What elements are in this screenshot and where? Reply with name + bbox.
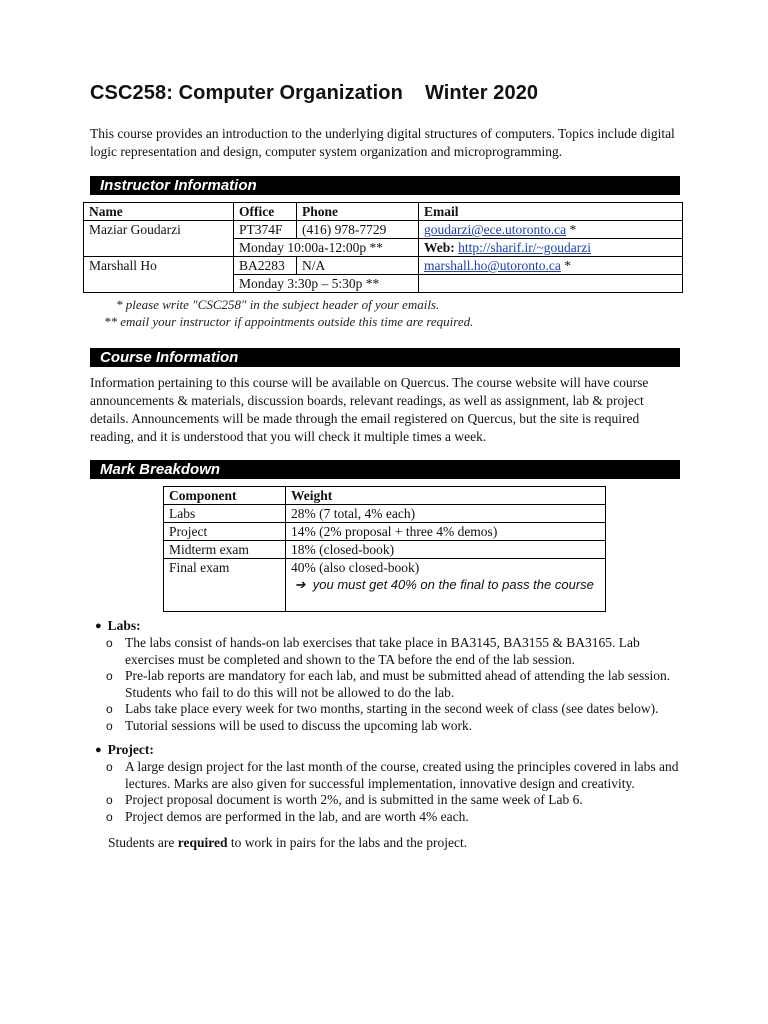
component-cell: Labs: [164, 505, 286, 523]
list-item: o Pre-lab reports are mandatory for each lab, and must be submitted ahead of attending the lab session. Students who fail to do this will not be allowed to do the lab.: [106, 668, 671, 700]
page-title: [90, 82, 538, 105]
instructor-phone: (416) 978-7729: [297, 221, 419, 239]
course-term: Winter 2020: [424, 82, 539, 104]
list-item: o Labs take place every week for two months, starting in the second week of class (see dates below).: [106, 701, 659, 717]
email-mark: *: [566, 222, 577, 237]
table-row: [164, 505, 606, 523]
ta-name: Marshall Ho: [84, 257, 234, 293]
instructor-web-cell: [419, 239, 683, 257]
table-row: [164, 523, 606, 541]
col-phone: Phone: [297, 203, 419, 221]
labs-heading: ● Labs:: [95, 618, 141, 633]
weight-cell: 28% (7 total, 4% each): [286, 505, 606, 523]
project-heading: ● Project:: [95, 742, 154, 757]
office-hours: Monday 3:30p – 5:30p **: [234, 275, 419, 293]
list-item: o Tutorial sessions will be used to discuss the upcoming lab work.: [106, 717, 473, 733]
appointment-note: ** email your instructor if appointments outside this time are required.: [104, 314, 474, 329]
email-note: * please write "CSC258" in the subject header of your emails.: [116, 297, 440, 312]
empty-cell: [419, 275, 683, 293]
table-row: [164, 541, 606, 559]
list-item: o Project proposal document is worth 2%, and is submitted in the same week of Lab 6.: [106, 792, 583, 808]
course-title: CSC258: Computer Organization: [90, 82, 403, 104]
instructor-heading: Instructor Information: [90, 176, 680, 195]
ta-phone: N/A: [297, 257, 419, 275]
circle-bullet-icon: o: [106, 669, 113, 684]
col-component: Component: [164, 487, 286, 505]
list-item: o A large design project for the last month of the course, created using the principles covered in labs and lectures. Marks are also given for successful implementation, innovative design and creativity.: [106, 759, 679, 791]
list-item: o Project demos are performed in the lab, and are worth 4% each.: [106, 808, 469, 824]
weight-cell: 14% (2% proposal + three 4% demos): [286, 523, 606, 541]
mark-table: [163, 486, 606, 612]
course-info-paragraph: Information pertaining to this course will be available on Quercus. The course website will have course announcements & materials, discussion boards, relevant readings, as well as assignment, lab & project details. Announcements will be made through the email registered on Quercus, but the site is required reading, and it is understood that you will check it multiple times a week.: [90, 375, 649, 444]
mark-breakdown-heading: Mark Breakdown: [90, 460, 680, 479]
table-row: [84, 257, 683, 275]
email-mark: *: [560, 258, 572, 273]
circle-bullet-icon: o: [106, 702, 113, 717]
labs-list: [106, 635, 681, 735]
weight-cell: [286, 559, 606, 612]
arrow-icon: ➔: [294, 577, 306, 592]
instructor-table: [83, 202, 683, 293]
circle-bullet-icon: o: [106, 718, 113, 733]
required-emphasis: required: [177, 835, 228, 850]
list-item: o The labs consist of hands-on lab exercises that take place in BA3145, BA3155 & BA3165. Lab exercises must be completed and shown to the TA before the end of the lab session.: [106, 635, 640, 667]
final-note: ➔ you must get 40% on the final to pass the course: [294, 577, 594, 592]
table-row: [164, 559, 606, 612]
table-header-row: [84, 203, 683, 221]
col-office: Office: [234, 203, 297, 221]
table-row: [84, 221, 683, 239]
instructor-email-link[interactable]: goudarzi@ece.utoronto.ca: [424, 222, 567, 237]
component-cell: Final exam: [164, 559, 286, 612]
circle-bullet-icon: o: [106, 760, 113, 774]
ta-email-cell: [419, 257, 683, 275]
circle-bullet-icon: o: [106, 793, 113, 808]
circle-bullet-icon: o: [106, 809, 113, 824]
project-list: [106, 759, 681, 825]
instructor-web-link[interactable]: http://sharif.ir/~goudarzi: [458, 240, 592, 255]
circle-bullet-icon: o: [106, 636, 113, 650]
bullet-icon: ●: [95, 620, 102, 632]
web-label: Web:: [424, 240, 455, 255]
ta-email-link[interactable]: marshall.ho@utoronto.ca: [424, 258, 561, 273]
ta-office: BA2283: [234, 257, 297, 275]
office-hours: Monday 10:00a-12:00p **: [234, 239, 419, 257]
col-email: Email: [419, 203, 683, 221]
weight-cell: 18% (closed-book): [286, 541, 606, 559]
final-weight: 40% (also closed-book): [291, 560, 420, 575]
instructor-email-cell: [419, 221, 683, 239]
instructor-name: Maziar Goudarzi: [84, 221, 234, 257]
col-name: Name: [84, 203, 234, 221]
component-cell: Midterm exam: [164, 541, 286, 559]
col-weight: Weight: [286, 487, 606, 505]
instructor-office: PT374F: [234, 221, 297, 239]
bullet-icon: ●: [95, 744, 102, 756]
intro-paragraph: This course provides an introduction to the underlying digital structures of computers. Topics include digital logic representation and design, computer system organization and microprogramming.: [90, 126, 675, 159]
course-info-heading: Course Information: [90, 348, 680, 367]
component-cell: Project: [164, 523, 286, 541]
closing-statement: Students are required to work in pairs for the labs and the project.: [108, 835, 468, 850]
table-header-row: [164, 487, 606, 505]
